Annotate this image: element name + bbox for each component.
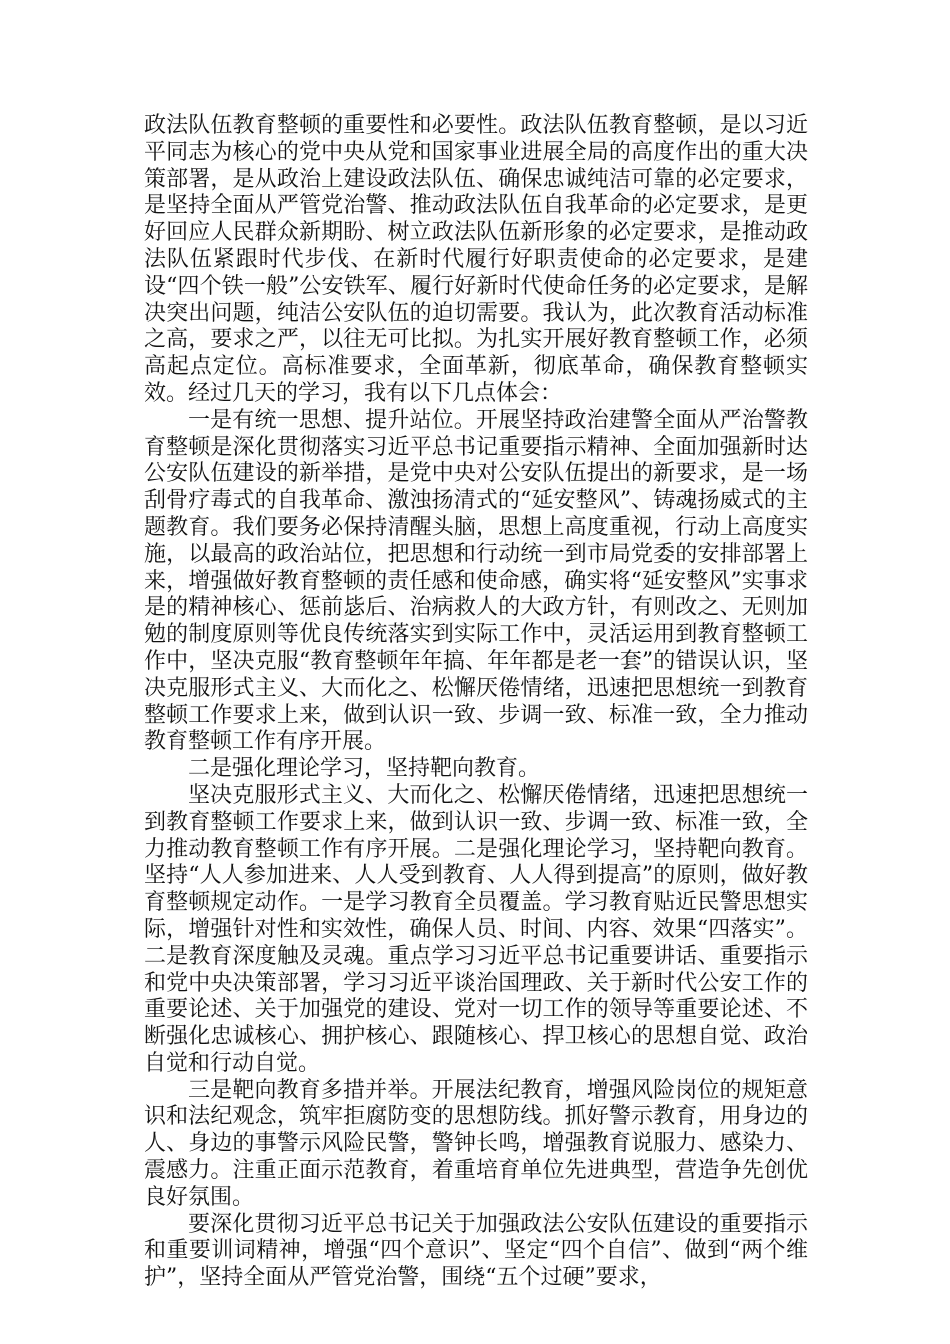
paragraph-2: 一是有统一思想、提升站位。开展坚持政治建警全面从严治警教育整顿是深化贯彻落实习近平总书记重要指示精神、全面加强新时达公安队伍建设的新举措，是党中央对公安队伍提出的新要求，是一场刮骨疗毒式的自我革命、激浊扬清式的“延安整风”、铸魂扬威式的主题教育。我们要务必保持清醒头脑，思想上高度重视，行动上高度实施，以最高的政治站位，把思想和行动统一到市局党委的安排部署上来，增强做好教育整顿的责任感和使命感，确实将“延安整风”实事求是的精神核心、惩前毖后、治病救人的大政方针，有则改之、无则加勉的制度原则等优良传统落实到实际工作中，灵活运用到教育整顿工作中，坚决克服“教育整顿年年搞、年年都是老一套”的错误认识，坚决克服形式主义、大而化之、松懈厌倦情绪，迅速把思想统一到教育整顿工作要求上来，做到认识一致、步调一致、标准一致，全力推动教育整顿工作有序开展。 (144, 407, 808, 755)
paragraph-3: 二是强化理论学习，坚持靶向教育。 (188, 756, 541, 782)
paragraph-5: 三是靶向教育多措并举。开展法纪教育，增强风险岗位的规矩意识和法纪观念，筑牢拒腐防变的思想防线。抓好警示教育，用身边的人、身边的事警示风险民警，警钟长鸣，增强教育说服力、感染力、震感力。注重正面示范教育，着重培育单位先进典型，营造争先创优良好氛围。 (144, 1077, 808, 1210)
paragraph-4: 坚决克服形式主义、大而化之、松懈厌倦情绪，迅速把思想统一到教育整顿工作要求上来，做到认识一致、步调一致、标准一致，全力推动教育整顿工作有序开展。二是强化理论学习，坚持靶向教育。坚持“人人参加进来、人人受到教育、人人得到提高”的原则，做好教育整顿规定动作。一是学习教育全员覆盖。学习教育贴近民警思想实际，增强针对性和实效性，确保人员、时间、内容、效果“四落实”。二是教育深度触及灵魂。重点学习习近平总书记重要讲话、重要指示和党中央决策部署，学习习近平谈治国理政、关于新时代公安工作的重要论述、关于加强党的建设、党对一切工作的领导等重要论述、不断强化忠诚核心、拥护核心、跟随核心、捍卫核心的思想自觉、政治自觉和行动自觉。 (144, 782, 808, 1076)
document-page (144, 113, 808, 1292)
paragraph-1: 政法队伍教育整顿的重要性和必要性。政法队伍教育整顿，是以习近平同志为核心的党中央从党和国家事业进展全局的高度作出的重大决策部署，是从政治上建设政法队伍、确保忠诚纯洁可靠的必定要求，是坚持全面从严管党治警、推动政法队伍自我革命的必定要求，是更好回应人民群众新期盼、树立政法队伍新形象的必定要求，是推动政法队伍紧跟时代步伐、在新时代履行好职责使命的必定要求，是建设“四个铁一般”公安铁军、履行好新时代使命任务的必定要求，是解决突出问题，纯洁公安队伍的迫切需要。我认为，此次教育活动标准之高，要求之严，以往无可比拟。为扎实开展好教育整顿工作，必须高起点定位。高标准要求，全面革新，彻底革命，确保教育整顿实效。经过几天的学习，我有以下几点体会： (144, 113, 808, 406)
paragraph-6: 要深化贯彻习近平总书记关于加强政法公安队伍建设的重要指示和重要训词精神，增强“四个意识”、坚定“四个自信”、做到“两个维护”，坚持全面从严管党治警，围绕“五个过硬”要求， (144, 1211, 808, 1291)
